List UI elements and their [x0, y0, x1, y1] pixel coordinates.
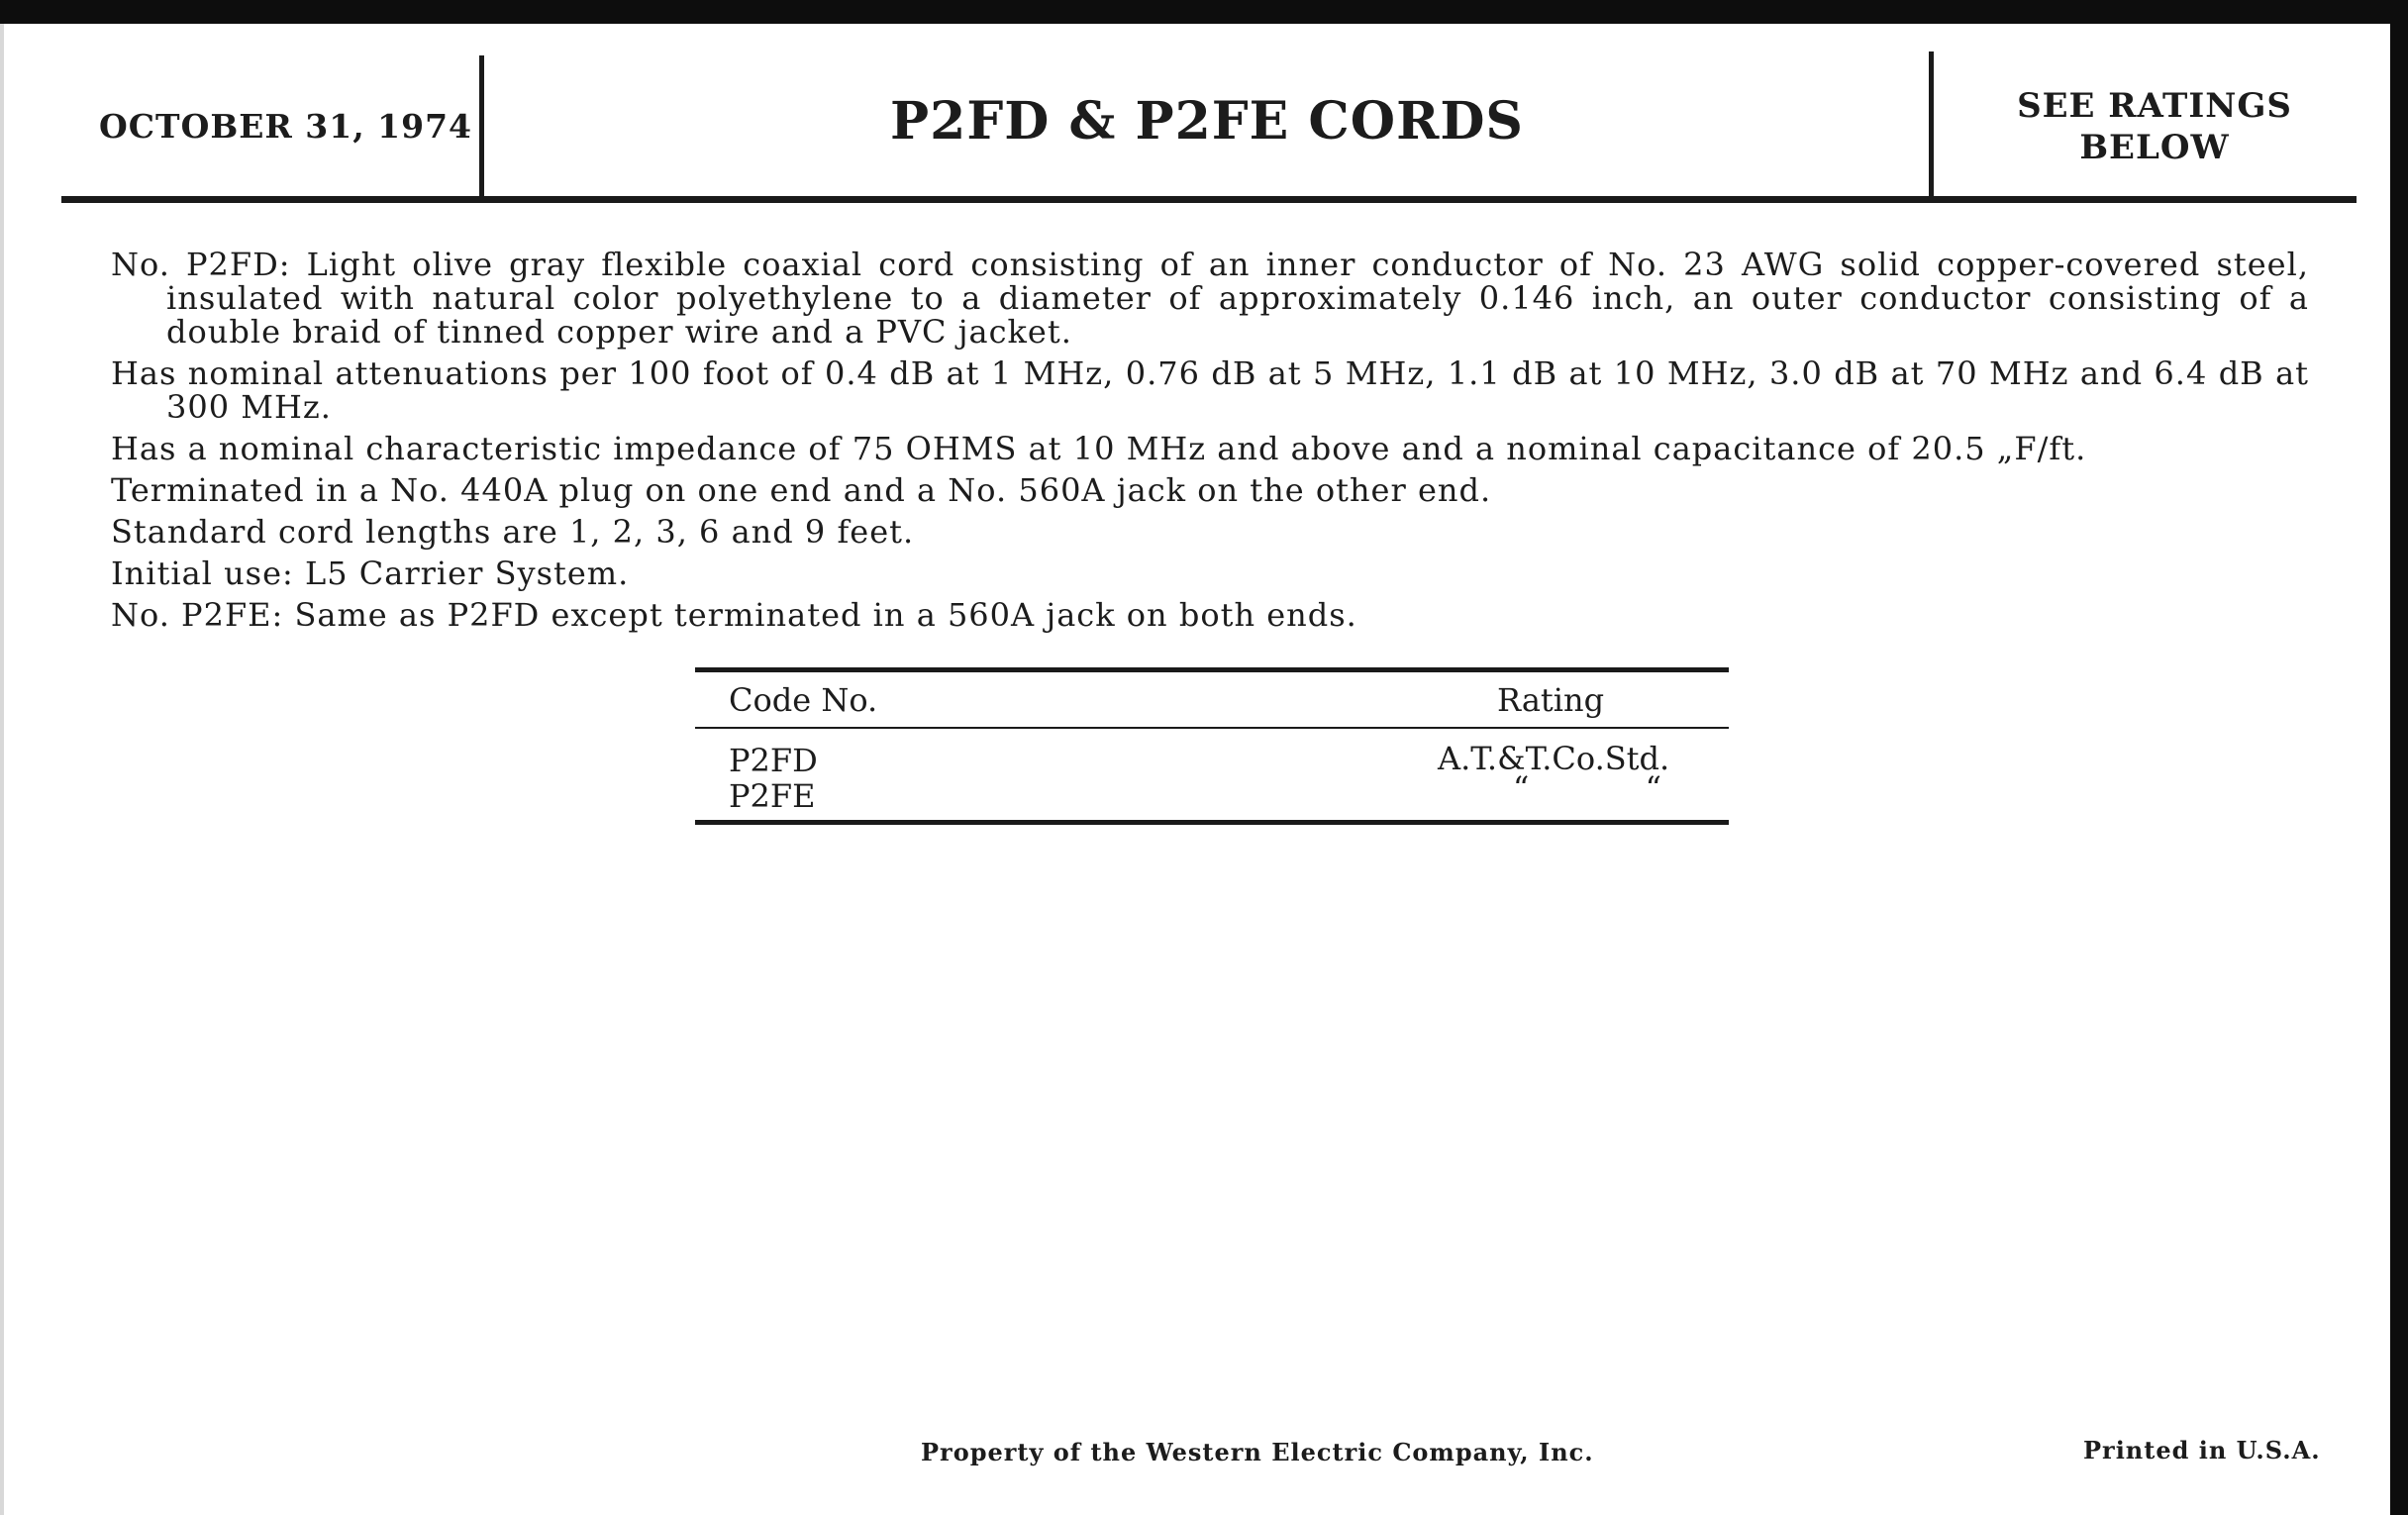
paragraph-impedance: Has a nominal characteristic impedance of 75 OHMS at 10 MHz and above and a nominal capacitance of 20.5 „F/ft. — [111, 430, 2087, 467]
footer-printed: Printed in U.S.A. — [2083, 1436, 2321, 1464]
scan-border-top — [0, 0, 2408, 24]
table-cell-rating: A.T.&T.Co.Std. — [1438, 740, 1670, 777]
paragraph-termination: Terminated in a No. 440A plug on one end and a No. 560A jack on the other end. — [111, 471, 1492, 509]
footer-property: Property of the Western Electric Company, Inc. — [921, 1438, 1594, 1466]
scan-border-right — [2390, 0, 2408, 1515]
table-rule-top — [695, 667, 1729, 672]
table-rule-mid — [695, 727, 1729, 729]
paragraph-attenuation: Has nominal attenuations per 100 foot of 0.4 dB at 1 MHz, 0.76 dB at 5 MHz, 1.1 dB at 10 MHz, 3.0 dB at 70 MHz and 6.4 dB at 300 MHz. — [111, 354, 2309, 426]
paragraph-initial-use: Initial use: L5 Carrier System. — [111, 555, 630, 592]
header-rule — [61, 196, 2357, 203]
table-header-rating: Rating — [1497, 681, 1605, 719]
description-body — [111, 248, 2309, 640]
table-cell-rating-ditto — [1513, 770, 1661, 806]
table-header-code: Code No. — [729, 681, 878, 719]
paragraph-p2fd: No. P2FD: Light olive gray flexible coaxial cord consisting of an inner conductor of No. 23 AWG solid copper-covered steel, insulated with natural color polyethylene to a diameter of approximately 0.146 inch, an outer conductor consisting of a double braid of tinned copper wire and a PVC jacket. — [111, 246, 2309, 351]
scan-border-left — [0, 24, 4, 1515]
page-title: P2FD & P2FE CORDS — [890, 91, 1524, 152]
header-ratings-note — [1937, 85, 2372, 168]
table-rule-bottom — [695, 820, 1729, 825]
ratings-line-1: SEE RATINGS — [2017, 86, 2292, 126]
header-date: OCTOBER 31, 1974 — [99, 107, 473, 146]
ditto-mark: “ — [1645, 769, 1661, 807]
header-divider-right — [1929, 51, 1934, 198]
table-cell-code: P2FE — [729, 777, 816, 815]
ratings-line-2: BELOW — [2079, 128, 2230, 167]
paragraph-p2fe: No. P2FE: Same as P2FD except terminated in a 560A jack on both ends. — [111, 596, 1357, 634]
table-cell-code: P2FD — [729, 742, 818, 779]
ditto-mark: “ — [1513, 769, 1530, 807]
header-divider-left — [479, 55, 484, 200]
paragraph-lengths: Standard cord lengths are 1, 2, 3, 6 and 9 feet. — [111, 513, 915, 551]
